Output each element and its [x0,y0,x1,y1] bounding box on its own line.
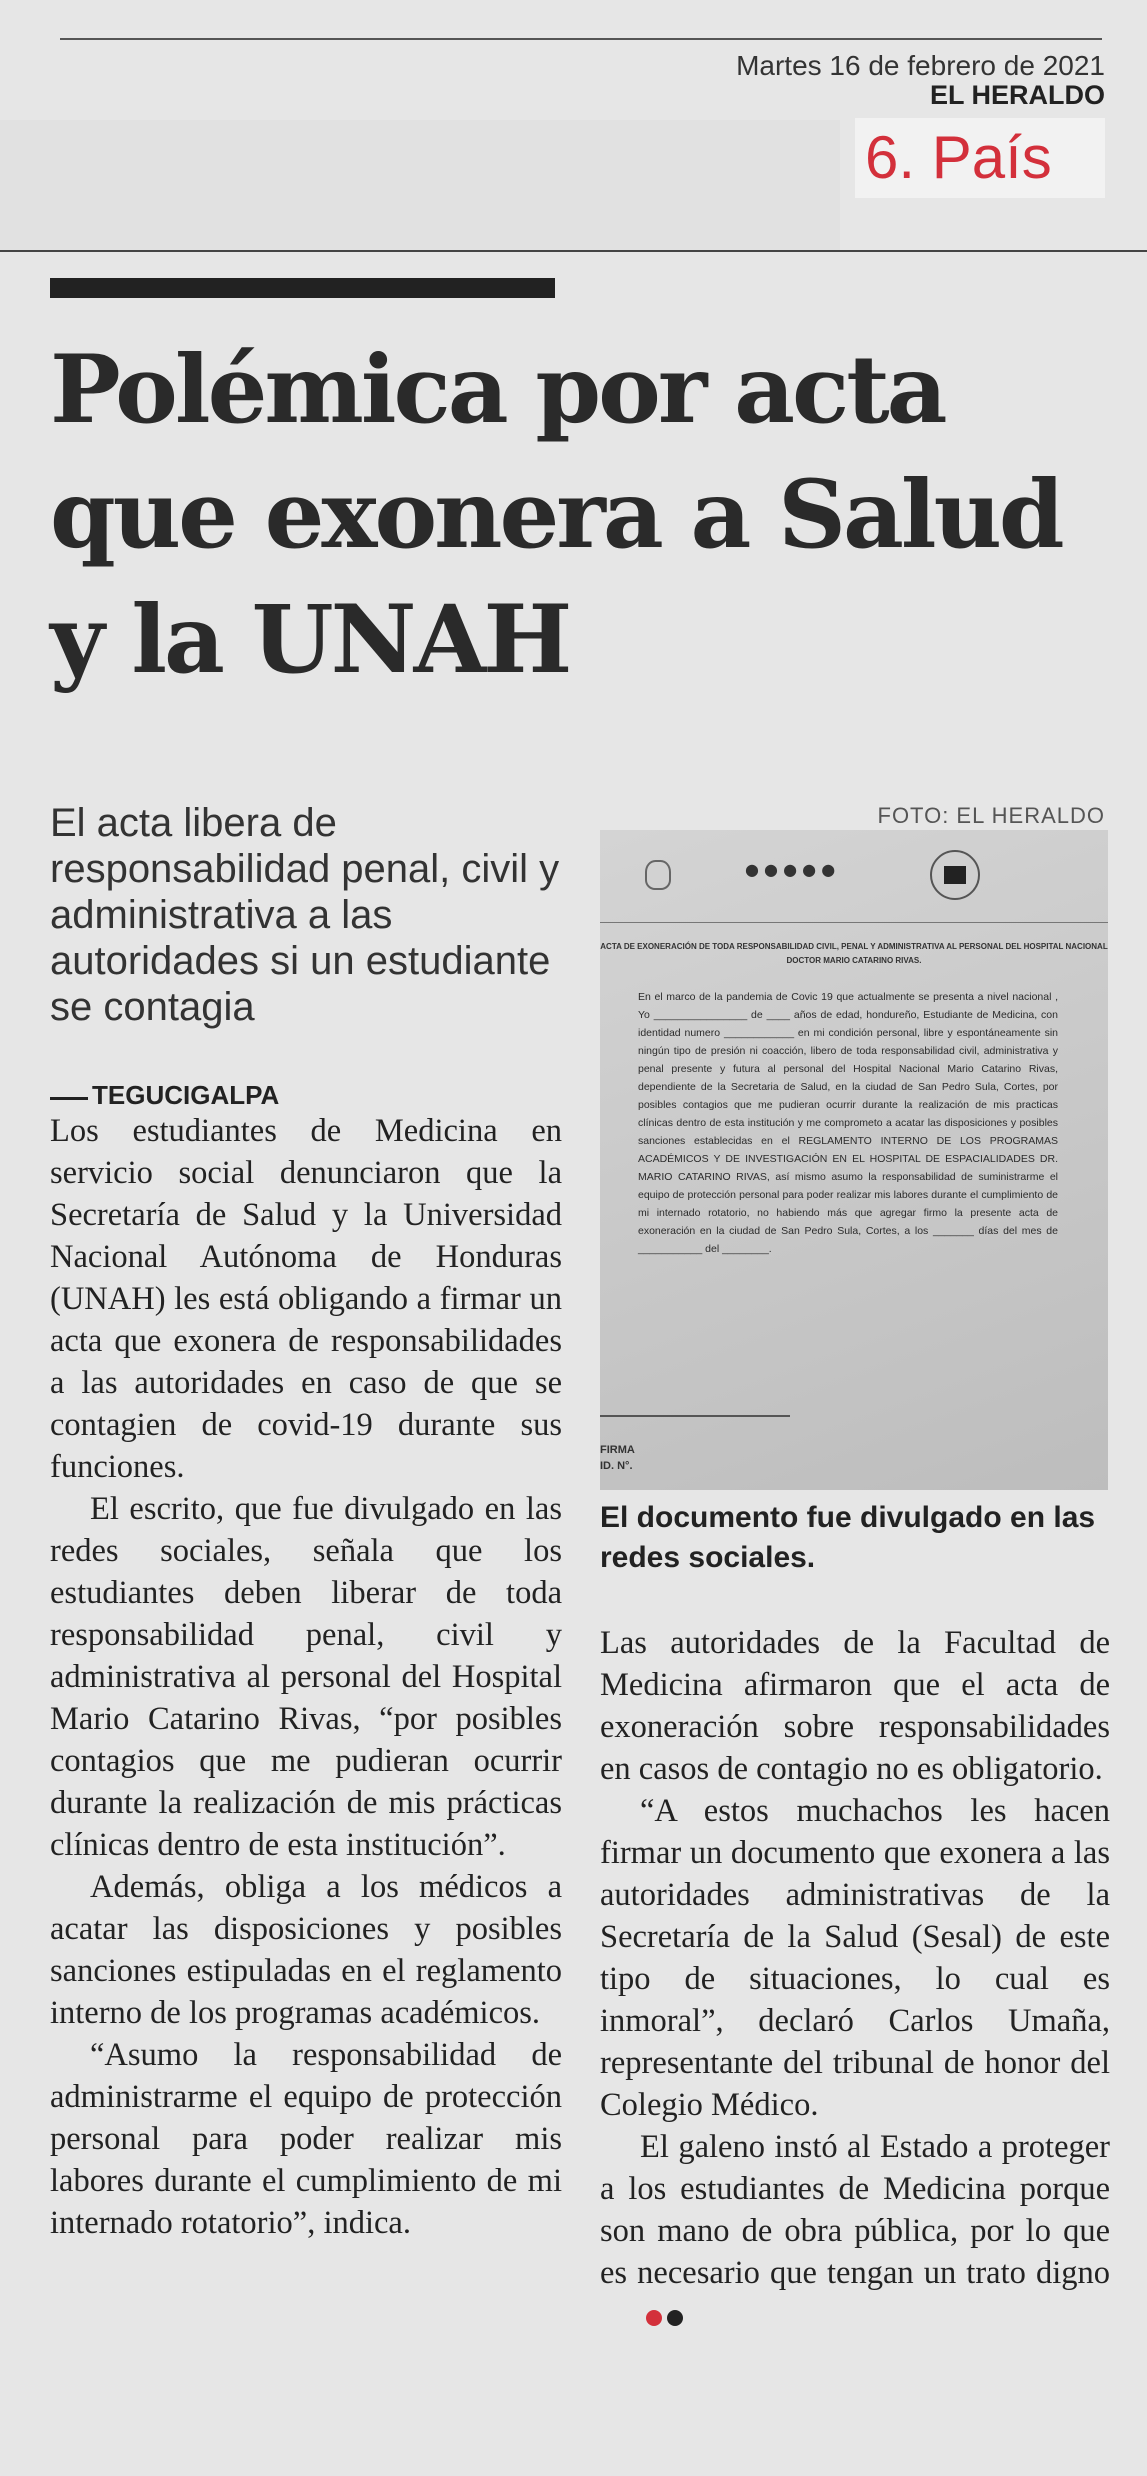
id-label: ID. N°. [600,1460,633,1472]
document-rule [600,922,1108,923]
end-mark [606,2294,688,2336]
section-rule [0,250,1147,252]
decorative-dots: ● ● ● ● ● [745,860,836,879]
document-photo [600,830,1108,1490]
dateline: TEGUCIGALPA [92,1080,280,1110]
paragraph: Las autoridades de la Facultad de Medicina afirmaron que el acta de exoneración sobre responsabilidades en casos de contagio no es obligatorio. [600,1625,1110,1787]
document-image [600,830,1108,1490]
photo-caption: El documento fue divulgado en las redes sociales. [600,1501,1096,1574]
paragraph: “A estos muchachos les hacen firmar un documento que exonera a las autoridades administrativas de la Secretaría de la Salud (Sesal) de este tipo de situaciones, lo cual es inmoral”, declaró Carlos Umaña, representante del tribunal de honor del Colegio Médico. [600,1793,1110,2123]
end-dot-dark [667,2310,683,2326]
paragraph: Los estudiantes de Medicina en servicio social denunciaron que la Secretaría de Salud y la Universidad Nacional Autónoma de Honduras (UNAH) les está obligando a firmar un acta que exonera de responsabilidades a las autoridades en caso de que se contagien de covid-19 durante sus funciones. [50,1113,562,1485]
photo-credit: FOTO: EL HERALDO [877,803,1105,828]
dateline-rule [50,1097,88,1100]
document-body: En el marco de la pandemia de Covic 19 que actualmente se presenta a nivel nacional , Yo ________________ de ____ años de edad, hondureño, Estudiante de Medicina, con identidad numero ____________ en mi condición personal, libre y espontáneamente sin ningún tipo de presión ni coacción, libero de toda responsabilidad civil, administrativa y penal presente y futura al personal del Hospital Nacional Mario Catarino Rivas, dependiente de la Secretaria de Salud, en la ciudad de San Pedro Sula, Cortes, por posibles contagios que me pudieran ocurrir durante la realización de mis practicas clínicas dentro de esta institución y me comprometo a acatar las disposiciones y posibles sanciones establecidas en el REGLAMENTO INTERNO DE LOS PROGRAMAS ACADÉMICOS Y DE INVESTIGACIÓN EN EL HOSPITAL DE ESPACIALIDADES DR. MARIO CATARINO RIVAS, así mismo asumo la responsabilidad de suministrarme el equipo de protección personal para poder realizar mis labores durante el cumplimiento de mi internado rotatorio, no habiendo más que agregar firmo la presente acta de exoneración en la ciudad de San Pedro Sula, Cortes, a los _______ días del mes de ___________ del ________. [638,991,1058,1255]
article-column-right [600,1622,1110,2336]
issue-date: Martes 16 de febrero de 2021 [736,50,1105,81]
seal-icon [645,860,671,890]
section-label: 6. País [855,118,1105,198]
top-rule [60,38,1102,40]
closing-text: El galeno instó al Estado a proteger a los estudiantes de Medicina porque son mano de obra pública, por lo que es necesario que tengan un trato digno [600,2129,1110,2291]
paragraph: Además, obliga a los médicos a acatar las disposiciones y posibles sanciones estipuladas en el reglamento interno de los programas académicos. [50,1869,562,2031]
hospital-seal-icon [930,850,980,900]
headline: Polémica por acta que exonera a Salud y la UNAH [50,335,1062,695]
article-column-left [50,1110,562,2244]
paragraph: “Asumo la responsabilidad de administrarme el equipo de protección personal para poder realizar mis labores durante el cumplimiento de mi internado rotatorio”, indica. [50,2037,562,2241]
end-dot-red [646,2310,662,2326]
paragraph: El escrito, que fue divulgado en las redes sociales, señala que los estudiantes deben liberar de toda responsabilidad penal, civil y administrativa al personal del Hospital Mario Catarino Rivas, “por posibles contagios que me pudieran ocurrir durante la realización de mis prácticas clínicas dentro de esta institución”. [50,1491,562,1863]
deck: El acta libera de responsabilidad penal, civil y administrativa a las autoridades si un estudiante se contagia [50,801,560,1029]
signature-line [600,1415,790,1417]
document-title: ACTA DE EXONERACIÓN DE TODA RESPONSABILIDAD CIVIL, PENAL Y ADMINISTRATIVA AL PERSONAL DEL HOSPITAL NACIONAL DOCTOR MARIO CATARINO RIVAS. [600,942,1108,965]
publication-name: EL HERALDO [929,80,1105,110]
paragraph [600,2126,1110,2336]
bleed-through-area [0,120,840,250]
signature-block [600,1442,635,1474]
sign-label: FIRMA [600,1444,635,1456]
headline-bar [50,278,555,298]
